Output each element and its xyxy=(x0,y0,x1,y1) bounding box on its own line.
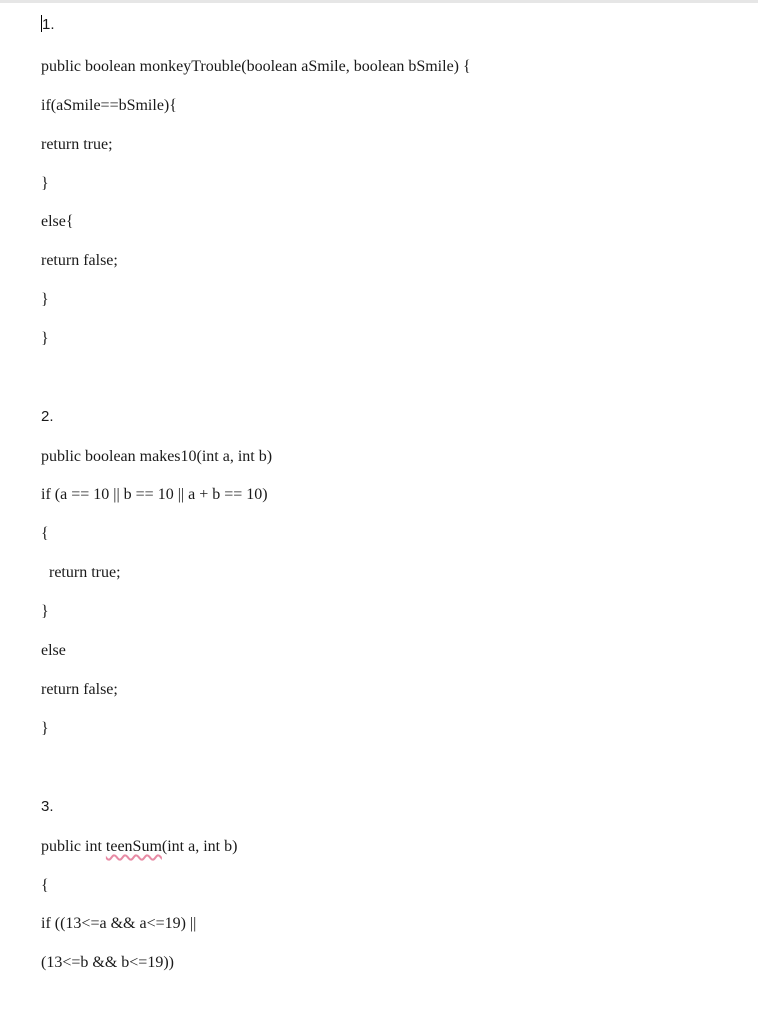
section-2-number: 2. xyxy=(41,408,54,425)
code-line: else xyxy=(41,642,66,659)
spellcheck-flagged-word[interactable]: teenSum xyxy=(105,838,162,855)
section-3-number: 3. xyxy=(41,798,54,815)
section-1-number: 1. xyxy=(42,16,55,33)
code-line: { xyxy=(41,877,49,894)
code-line-signature xyxy=(41,837,237,857)
code-line: } xyxy=(41,720,49,737)
code-line: else{ xyxy=(41,213,74,230)
code-line: public boolean makes10(int a, int b) xyxy=(41,448,273,465)
signature-prefix: public int xyxy=(41,838,106,855)
code-line: return false; xyxy=(41,681,118,698)
code-line: return false; xyxy=(41,252,118,269)
code-line: return true; xyxy=(41,564,121,581)
signature-suffix: (int a, int b) xyxy=(161,838,238,855)
code-line: return true; xyxy=(41,136,113,153)
code-line: if ((13<=a && a<=19) || xyxy=(41,915,197,932)
code-line: } xyxy=(41,330,49,347)
code-line: } xyxy=(41,175,49,192)
code-line: if(aSmile==bSmile){ xyxy=(41,97,177,114)
code-line: (13<=b && b<=19)) xyxy=(41,954,174,971)
top-border xyxy=(0,0,758,3)
code-line: } xyxy=(41,603,49,620)
code-line: { xyxy=(41,525,49,542)
code-line: public boolean monkeyTrouble(boolean aSmile, boolean bSmile) { xyxy=(41,58,471,75)
code-line: } xyxy=(41,291,49,308)
code-line: if (a == 10 || b == 10 || a + b == 10) xyxy=(41,486,268,503)
